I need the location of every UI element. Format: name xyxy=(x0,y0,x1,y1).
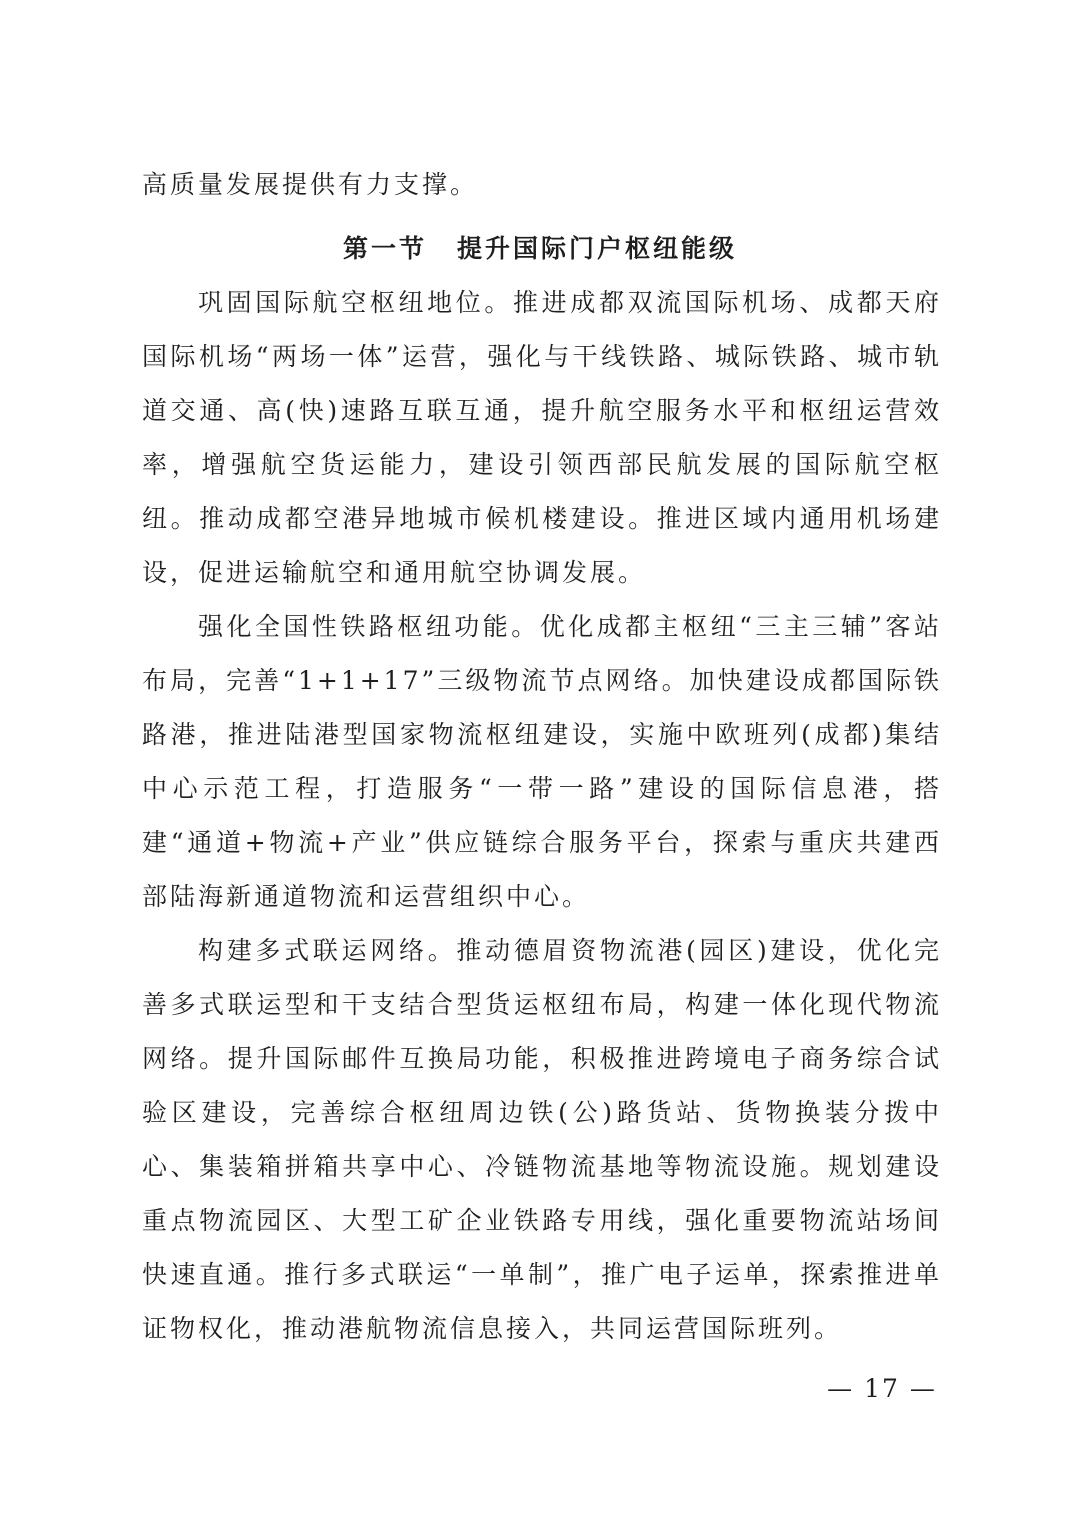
body-text xyxy=(142,276,942,1356)
paragraph-aviation-hub: 巩固国际航空枢纽地位。推进成都双流国际机场、成都天府国际机场“两场一体”运营，强化与干线铁路、城际铁路、城市轨道交通、高(快)速路互联互通，提升航空服务水平和枢纽运营效率，增强航空货运能力，建设引领西部民航发展的国际航空枢纽。推动成都空港异地城市候机楼建设。推进区域内通用机场建设，促进运输航空和通用航空协调发展。 xyxy=(142,288,942,587)
section-number: 第一节 xyxy=(342,234,427,263)
page-number: — 17 — xyxy=(827,1374,937,1403)
paragraph-multimodal-network: 构建多式联运网络。推动德眉资物流港(园区)建设，优化完善多式联运型和干支结合型货运枢纽布局，构建一体化现代物流网络。提升国际邮件互换局功能，积极推进跨境电子商务综合试验区建设，完善综合枢纽周边铁(公)路货站、货物换装分拨中心、集装箱拼箱共享中心、冷链物流基地等物流设施。规划建设重点物流园区、大型工矿企业铁路专用线，强化重要物流站场间快速直通。推行多式联运“一单制”，推广电子运单，探索推进单证物权化，推动港航物流信息接入，共同运营国际班列。 xyxy=(142,936,942,1343)
section-title: 提升国际门户枢纽能级 xyxy=(457,234,738,263)
paragraph-railway-hub: 强化全国性铁路枢纽功能。优化成都主枢纽“三主三辅”客站布局，完善“1+1+17”三级物流节点网络。加快建设成都国际铁路港，推进陆港型国家物流枢纽建设，实施中欧班列(成都)集结中心示范工程，打造服务“一带一路”建设的国际信息港，搭建“通道+物流+产业”供应链综合服务平台，探索与重庆共建西部陆海新通道物流和运营组织中心。 xyxy=(142,612,942,911)
section-heading xyxy=(0,222,1080,276)
continuation-text xyxy=(142,158,942,212)
continuation-line: 高质量发展提供有力支撑。 xyxy=(142,170,479,199)
